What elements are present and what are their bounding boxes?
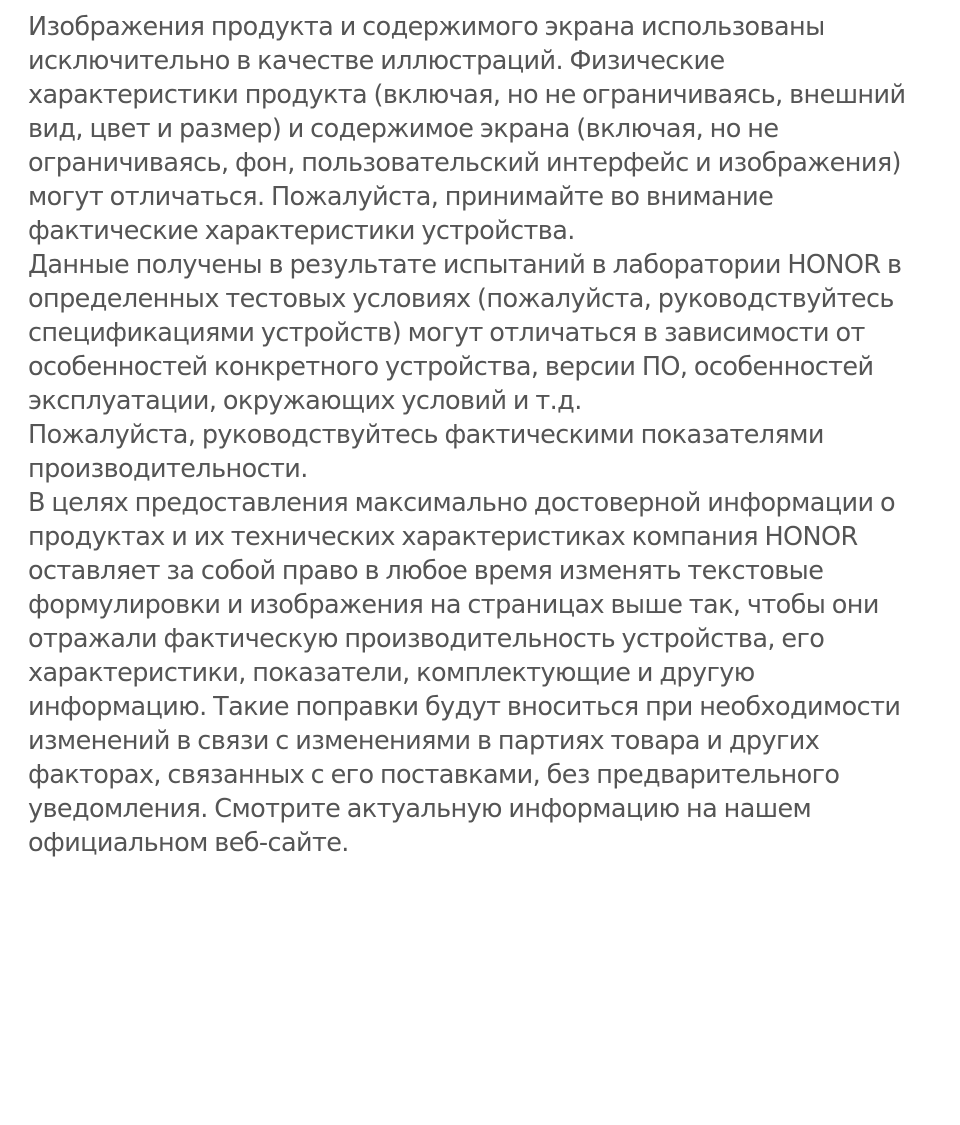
disclaimer-paragraph-lab-tests: Данные получены в результате испытаний в лаборатории HONOR в определенных тестовых условиях (пожалуйста, руководствуйтесь спецификациями устройств) могут отличаться в зависимости от особенностей конкретного устройства, версии ПО, особенностей эксплуатации, окружающих условий и т.д. xyxy=(28,250,902,416)
disclaimer-text xyxy=(28,10,936,860)
disclaimer-paragraph-rights: В целях предоставления максимально достоверной информации о продуктах и их технических характеристиках компания HONOR оставляет за собой право в любое время изменять текстовые формулировки и изображения на страницах выше так, чтобы они отражали фактическую производительность устройства, его характеристики, показатели, комплектующие и другую информацию. Такие поправки будут вноситься при необходимости изменений в связи с изменениями в партиях товара и других факторах, связанных с его поставками, без предварительного уведомления. Смотрите актуальную информацию на нашем официальном веб-сайте. xyxy=(28,488,901,858)
disclaimer-paragraph-performance: Пожалуйста, руководствуйтесь фактическими показателями производительности. xyxy=(28,420,824,484)
disclaimer-paragraph-illustrations: Изображения продукта и содержимого экрана использованы исключительно в качестве иллюстраций. Физические характеристики продукта (включая, но не ограничиваясь, внешний вид, цвет и размер) и содержимое экрана (включая, но не ограничиваясь, фон, пользовательский интерфейс и изображения) могут отличаться. Пожалуйста, принимайте во внимание фактические характеристики устройства. xyxy=(28,12,906,246)
